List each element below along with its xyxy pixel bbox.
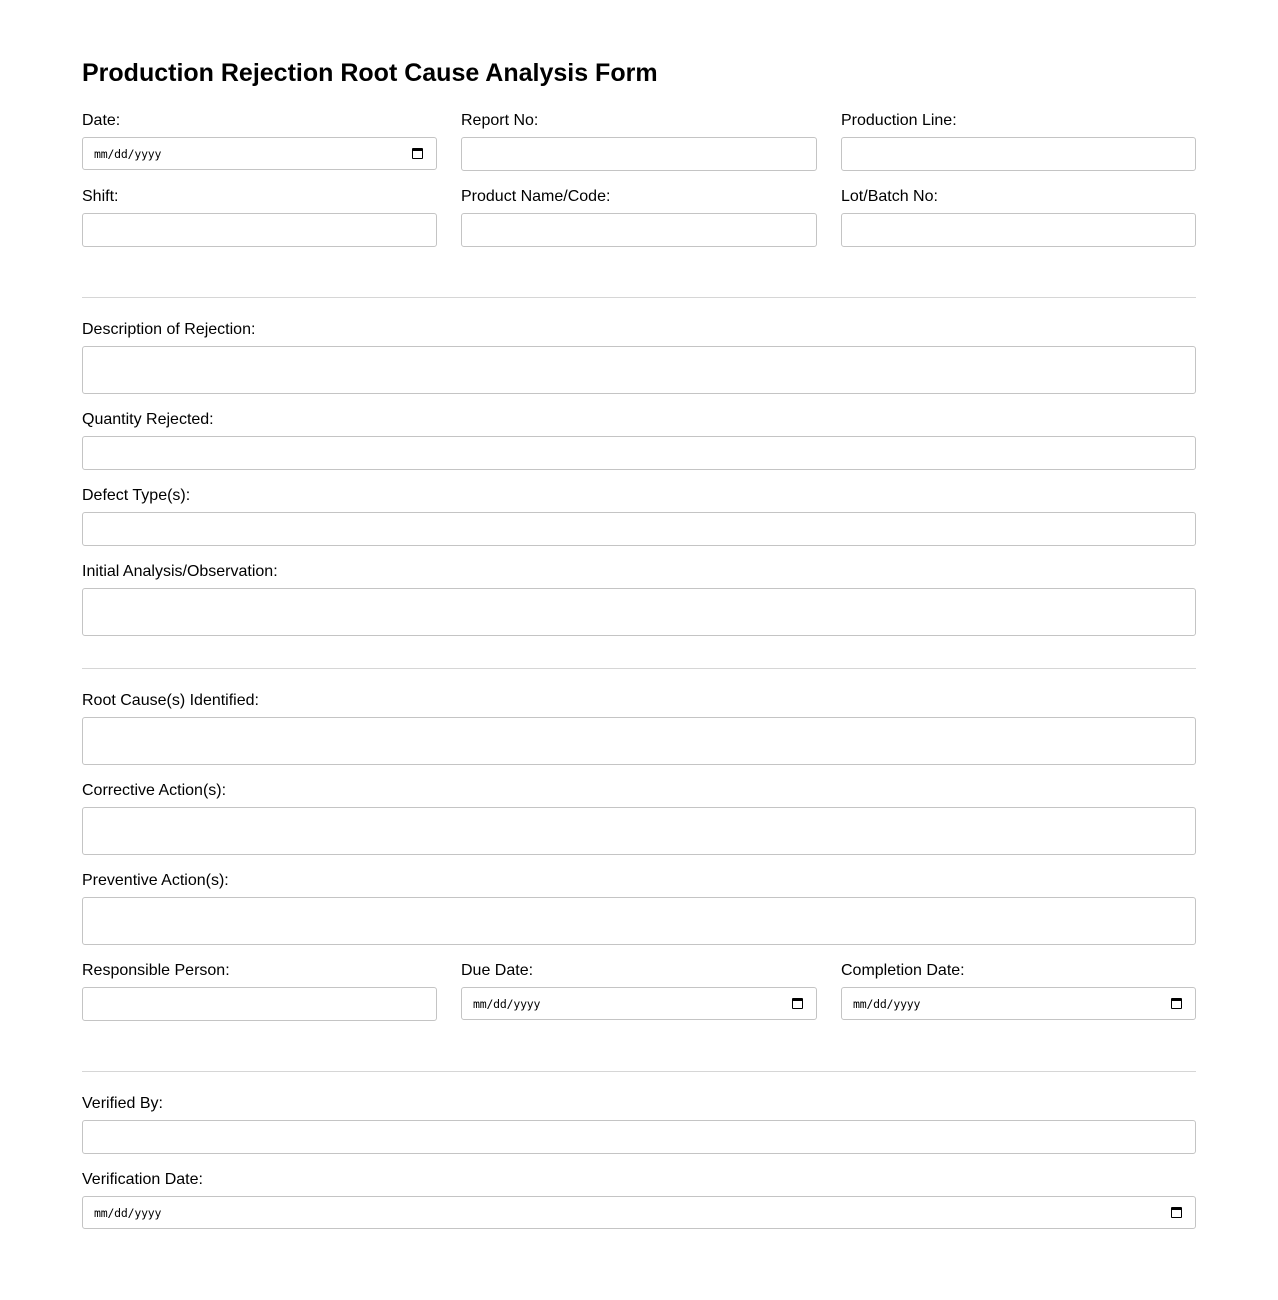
- description-field: [82, 321, 1196, 339]
- completion-date-label: Completion Date:: [841, 962, 965, 979]
- root-cause-textarea[interactable]: [82, 717, 1196, 765]
- due-date-value: mm/dd/yyyy: [473, 997, 541, 1011]
- date-value: mm/dd/yyyy: [94, 147, 162, 161]
- defect-label: Defect Type(s):: [82, 487, 191, 504]
- due-date-label: Due Date:: [461, 962, 534, 979]
- defect-field: [82, 487, 1196, 505]
- section-divider: [82, 1071, 1196, 1072]
- quantity-field: [82, 411, 1196, 429]
- calendar-icon[interactable]: [792, 998, 803, 1009]
- completion-date-value: mm/dd/yyyy: [853, 997, 921, 1011]
- defect-input[interactable]: [82, 512, 1196, 546]
- lot-field: [841, 188, 1196, 206]
- quantity-label: Quantity Rejected:: [82, 411, 214, 428]
- due-date-input[interactable]: [461, 987, 817, 1020]
- lot-label: Lot/Batch No:: [841, 188, 938, 205]
- preventive-label: Preventive Action(s):: [82, 872, 229, 889]
- report-no-label: Report No:: [461, 112, 539, 129]
- calendar-icon[interactable]: [412, 148, 423, 159]
- verified-by-field: [82, 1095, 1196, 1113]
- root-cause-label: Root Cause(s) Identified:: [82, 692, 259, 709]
- report-no-input[interactable]: [461, 137, 817, 171]
- responsible-field: [82, 962, 437, 980]
- preventive-textarea[interactable]: [82, 897, 1196, 945]
- production-line-field: [841, 112, 1196, 130]
- verification-date-label: Verification Date:: [82, 1171, 203, 1188]
- page-title: Production Rejection Root Cause Analysis Form: [82, 59, 658, 87]
- product-field: [461, 188, 817, 206]
- production-line-label: Production Line:: [841, 112, 957, 129]
- preventive-field: [82, 872, 1196, 890]
- verified-by-label: Verified By:: [82, 1095, 163, 1112]
- initial-analysis-field: [82, 563, 1196, 581]
- responsible-input[interactable]: [82, 987, 437, 1021]
- product-label: Product Name/Code:: [461, 188, 611, 205]
- date-label: Date:: [82, 112, 121, 129]
- date-input[interactable]: [82, 137, 437, 170]
- corrective-field: [82, 782, 1196, 800]
- section-divider: [82, 668, 1196, 669]
- verification-date-field: [82, 1171, 1196, 1220]
- calendar-icon[interactable]: [1171, 1207, 1182, 1218]
- quantity-input[interactable]: [82, 436, 1196, 470]
- description-textarea[interactable]: [82, 346, 1196, 394]
- completion-date-input[interactable]: [841, 987, 1196, 1020]
- calendar-icon[interactable]: [1171, 998, 1182, 1009]
- root-cause-field: [82, 692, 1196, 710]
- verification-date-input[interactable]: [82, 1196, 1196, 1229]
- shift-field: [82, 188, 437, 206]
- verified-by-input[interactable]: [82, 1120, 1196, 1154]
- product-input[interactable]: [461, 213, 817, 247]
- due-date-field: [461, 962, 817, 1011]
- corrective-textarea[interactable]: [82, 807, 1196, 855]
- shift-label: Shift:: [82, 188, 119, 205]
- lot-input[interactable]: [841, 213, 1196, 247]
- shift-input[interactable]: [82, 213, 437, 247]
- initial-analysis-label: Initial Analysis/Observation:: [82, 563, 278, 580]
- description-label: Description of Rejection:: [82, 321, 256, 338]
- responsible-label: Responsible Person:: [82, 962, 230, 979]
- section-divider: [82, 297, 1196, 298]
- production-line-input[interactable]: [841, 137, 1196, 171]
- report-no-field: [461, 112, 817, 130]
- completion-date-field: [841, 962, 1196, 1011]
- initial-analysis-textarea[interactable]: [82, 588, 1196, 636]
- verification-date-value: mm/dd/yyyy: [94, 1206, 162, 1220]
- date-field: [82, 112, 437, 161]
- corrective-label: Corrective Action(s):: [82, 782, 227, 799]
